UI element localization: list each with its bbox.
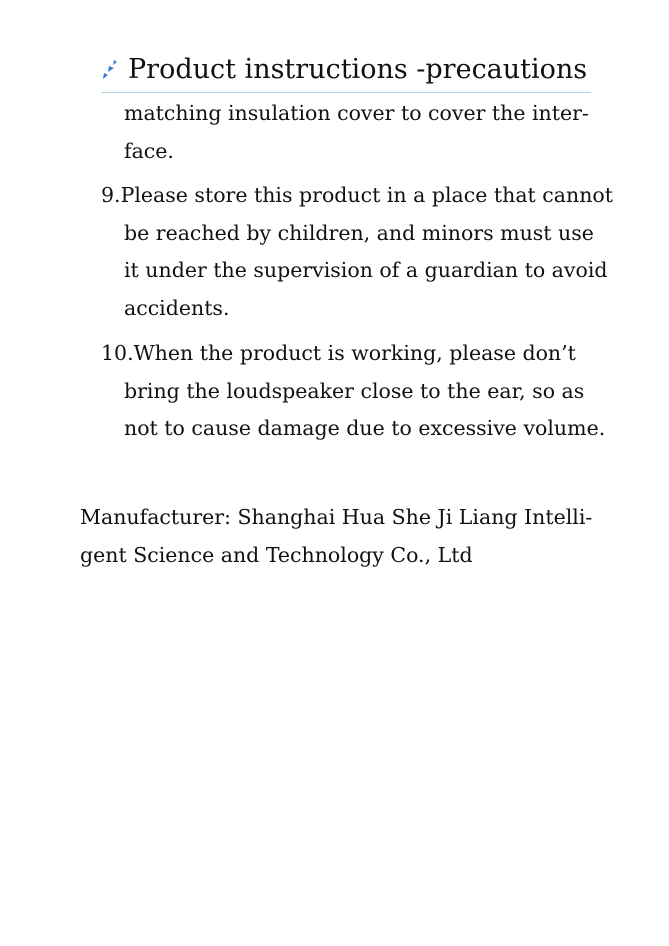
text-line: bring the loudspeaker close to the ear, so as [124, 378, 585, 403]
continuation-paragraph [101, 95, 589, 170]
manufacturer-info [80, 499, 592, 574]
text-line: Please store this product in a place that cannot [120, 183, 613, 207]
sparkle-icon [101, 58, 121, 80]
text-line: gent Science and Technology Co., Ltd [80, 542, 473, 567]
list-item-10 [101, 335, 605, 448]
text-line: Manufacturer: Shanghai Hua She Ji Liang Intelli- [80, 505, 593, 529]
text-line: be reached by children, and minors must use [124, 220, 594, 245]
item-number: 10. [101, 341, 134, 365]
item-number: 9. [101, 183, 121, 207]
text-line: matching insulation cover to cover the inter- [124, 101, 589, 125]
section-header [101, 52, 591, 93]
page-title: Product instructions -precautions [128, 54, 588, 85]
text-line: When the product is working, please don’t [133, 341, 576, 365]
text-line: accidents. [124, 295, 230, 320]
list-item-9 [101, 177, 613, 327]
text-line: face. [124, 138, 174, 163]
text-line: it under the supervision of a guardian to avoid [124, 258, 608, 282]
text-line: not to cause damage due to excessive volume. [124, 416, 606, 440]
